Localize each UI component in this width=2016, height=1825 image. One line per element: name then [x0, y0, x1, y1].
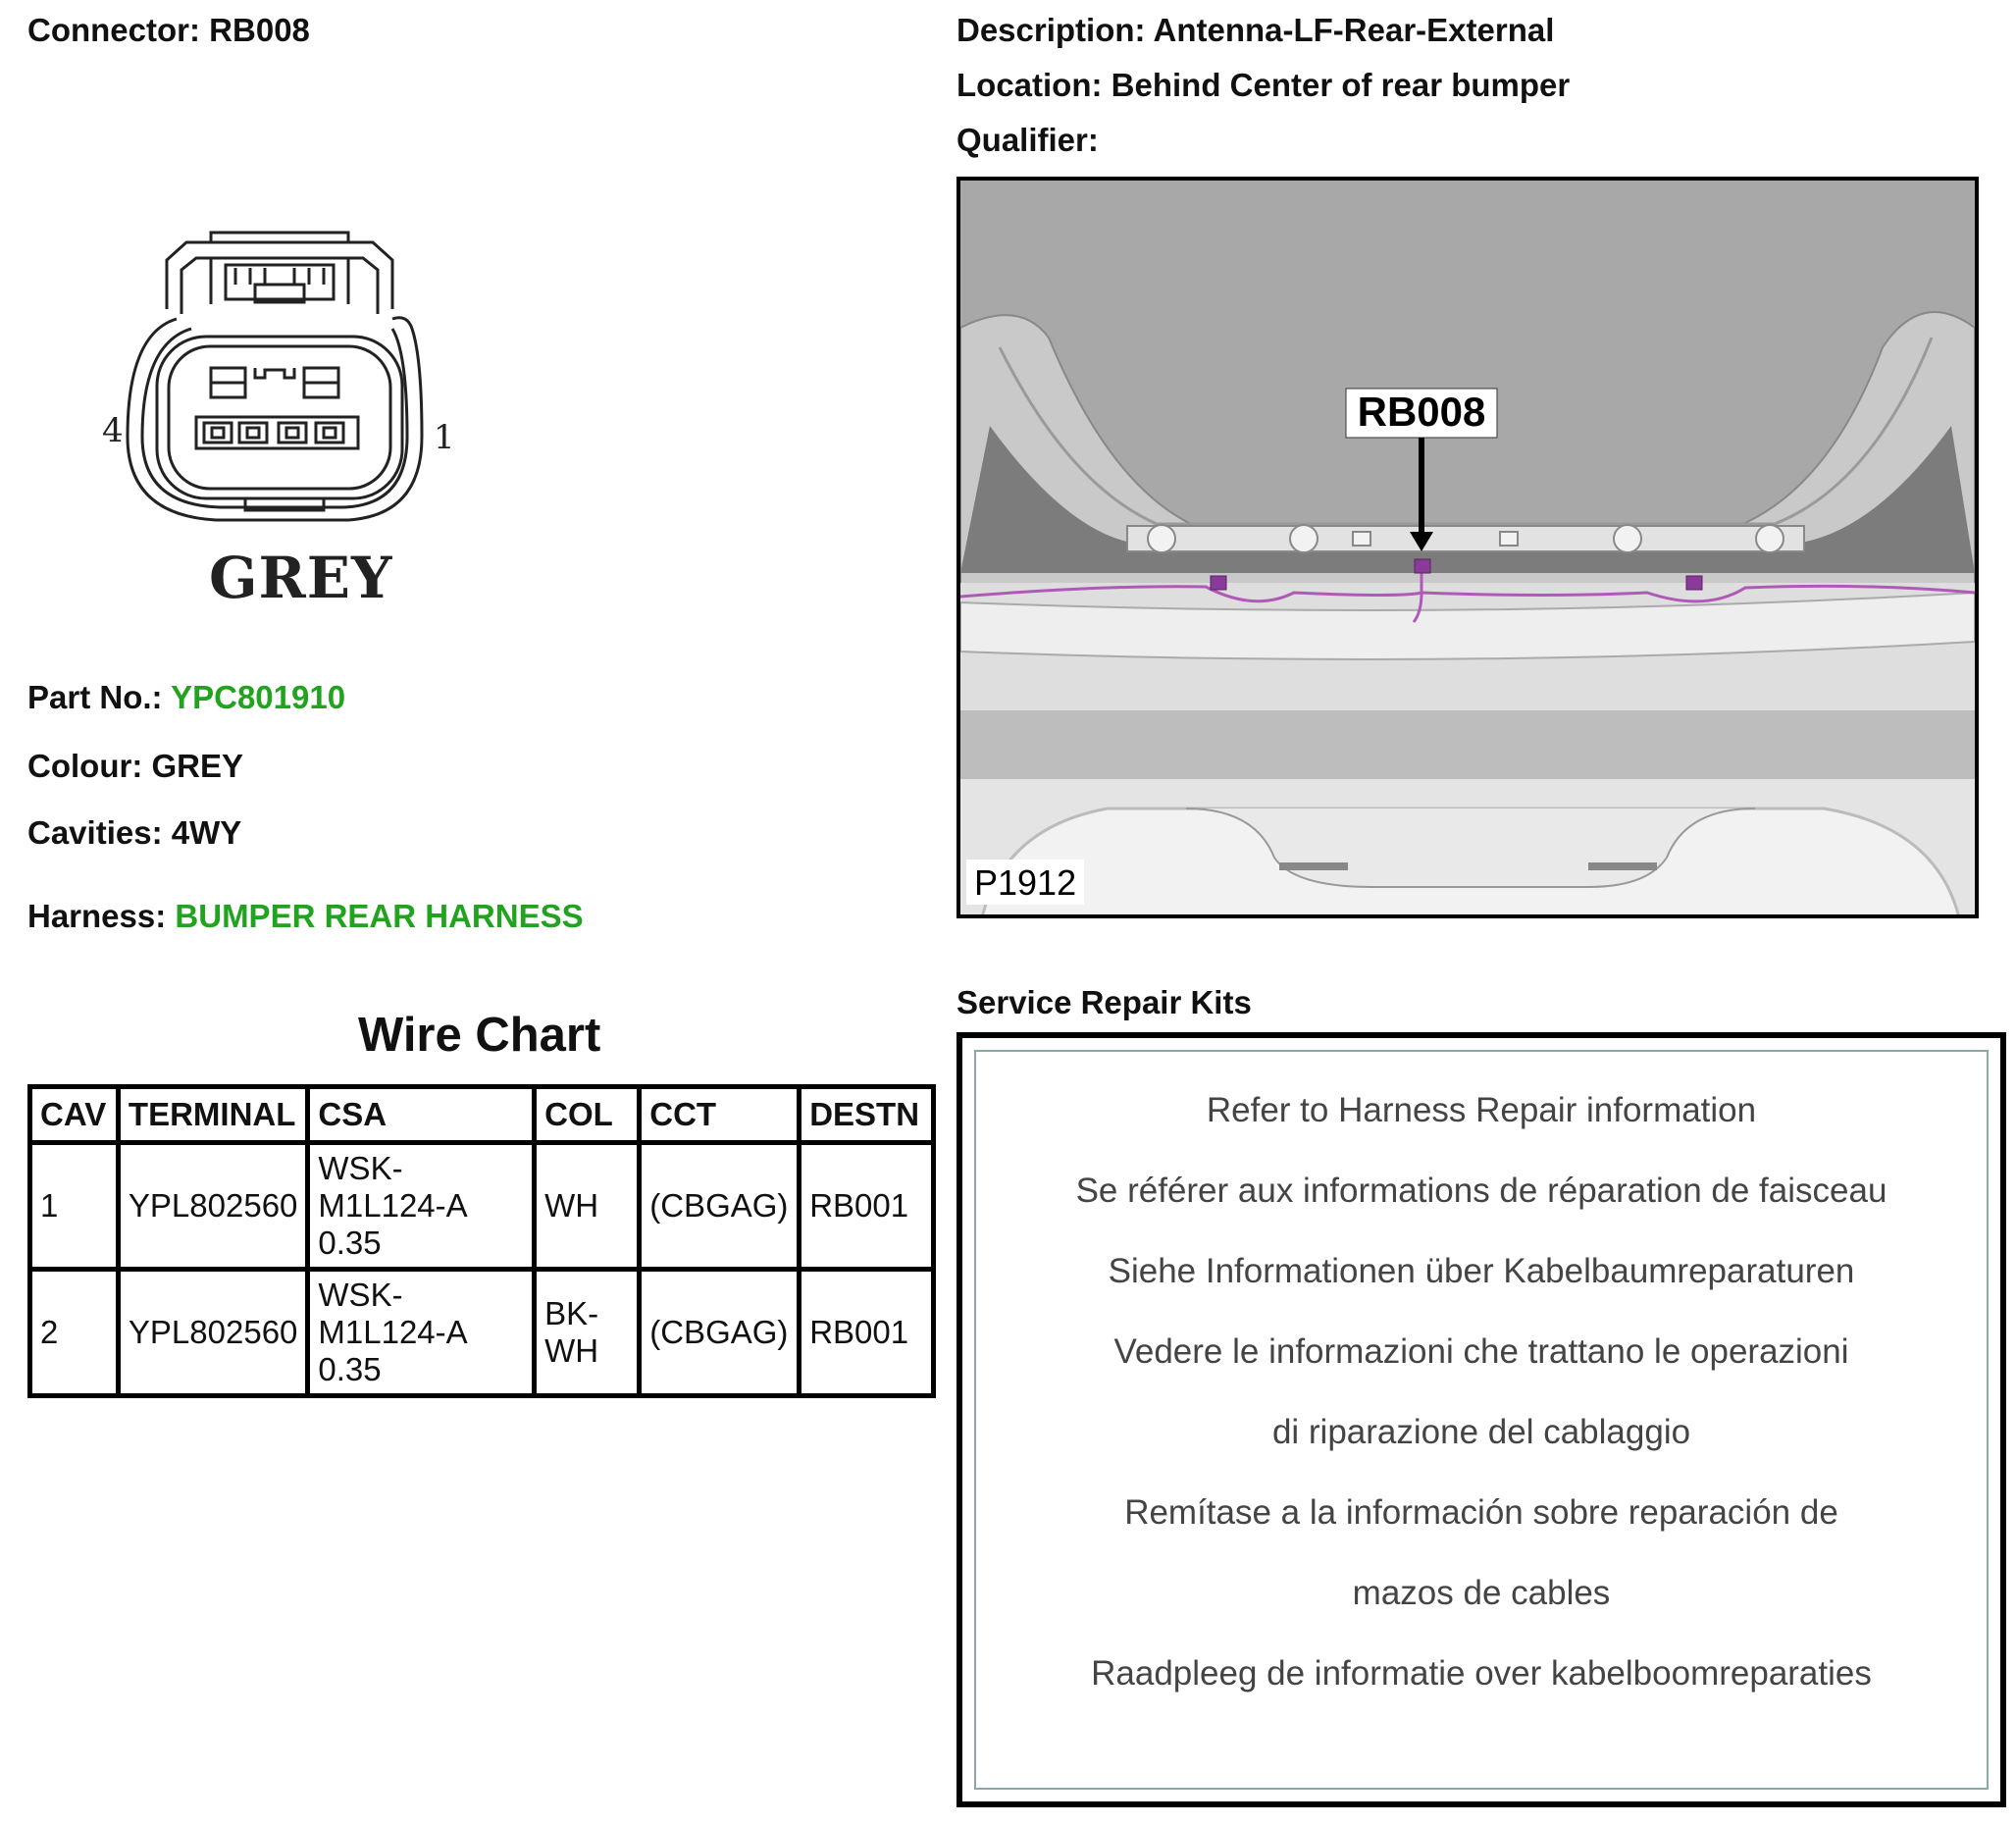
- kit-line: di riparazione del cablaggio: [1271, 1413, 1691, 1451]
- cell-terminal: YPL802560: [118, 1143, 308, 1270]
- cell-col: BK- WH: [535, 1270, 640, 1396]
- table-row: [30, 1143, 934, 1270]
- kit-line: Se référer aux informations de réparation de faisceau: [1075, 1172, 1887, 1210]
- description-field: Description: Antenna-LF-Rear-External: [956, 12, 1555, 48]
- service-repair-kits-box: [956, 1032, 2006, 1807]
- kit-line: Vedere le informazioni che trattano le operazioni: [1113, 1332, 1849, 1371]
- col-header-cav: CAV: [30, 1087, 119, 1143]
- part-number-link[interactable]: YPC801910: [171, 679, 346, 715]
- cell-cav: 2: [30, 1270, 119, 1396]
- col-header-terminal: TERMINAL: [118, 1087, 308, 1143]
- kit-line: Remítase a la información sobre reparación de: [1124, 1493, 1838, 1532]
- connector-colour-caption: GREY: [209, 545, 393, 611]
- kit-line: Raadpleeg de informatie over kabelboomreparaties: [1091, 1654, 1872, 1693]
- location-photo: [956, 177, 1979, 918]
- rear-bumper-illustration: [960, 181, 1975, 914]
- cavities-field: Cavities: 4WY: [27, 814, 242, 851]
- pin-label-1: 1: [434, 418, 455, 457]
- col-header-cct: CCT: [640, 1087, 800, 1143]
- table-row: [30, 1270, 934, 1396]
- cell-csa: WSK- M1L124-A 0.35: [308, 1143, 535, 1270]
- figure-id: P1912: [974, 862, 1077, 903]
- col-header-destn: DESTN: [800, 1087, 934, 1143]
- service-repair-kits-title: Service Repair Kits: [956, 984, 1252, 1020]
- wire-chart-table: [27, 1084, 936, 1398]
- col-header-col: COL: [535, 1087, 640, 1143]
- col-header-csa: CSA: [308, 1087, 535, 1143]
- description-value: Antenna-LF-Rear-External: [1153, 12, 1555, 48]
- colour-value: GREY: [151, 748, 244, 784]
- cell-csa: WSK- M1L124-A 0.35: [308, 1270, 535, 1396]
- part-number-field: Part No.: YPC801910: [27, 679, 346, 715]
- cell-cav: 1: [30, 1143, 119, 1270]
- location-field: Location: Behind Center of rear bumper: [956, 67, 1571, 103]
- cell-cct: (CBGAG): [640, 1270, 800, 1396]
- wire-chart-header-row: [30, 1087, 934, 1143]
- cell-col: WH: [535, 1143, 640, 1270]
- kit-line: mazos de cables: [1352, 1574, 1611, 1612]
- location-value: Behind Center of rear bumper: [1111, 67, 1571, 103]
- cell-cct: (CBGAG): [640, 1143, 800, 1270]
- connector-id: RB008: [209, 12, 310, 48]
- cavities-value: 4WY: [171, 814, 242, 851]
- cell-terminal: YPL802560: [118, 1270, 308, 1396]
- pin-label-4: 4: [102, 411, 124, 450]
- harness-field: Harness: BUMPER REAR HARNESS: [27, 898, 584, 934]
- qualifier-field: Qualifier:: [956, 122, 1099, 158]
- service-repair-kits-inner: [974, 1050, 1989, 1790]
- kit-line: Refer to Harness Repair information: [1206, 1091, 1757, 1129]
- wire-chart-title: Wire Chart: [358, 1009, 601, 1062]
- connector-face-diagram: [98, 221, 471, 545]
- cell-destn: RB001: [800, 1270, 934, 1396]
- kit-line: Siehe Informationen über Kabelbaumreparaturen: [1108, 1252, 1855, 1290]
- cell-destn: RB001: [800, 1143, 934, 1270]
- callout-label: RB008: [1357, 389, 1486, 435]
- colour-field: Colour: GREY: [27, 748, 244, 784]
- harness-link[interactable]: BUMPER REAR HARNESS: [175, 898, 584, 934]
- connector-field: Connector: RB008: [27, 12, 310, 48]
